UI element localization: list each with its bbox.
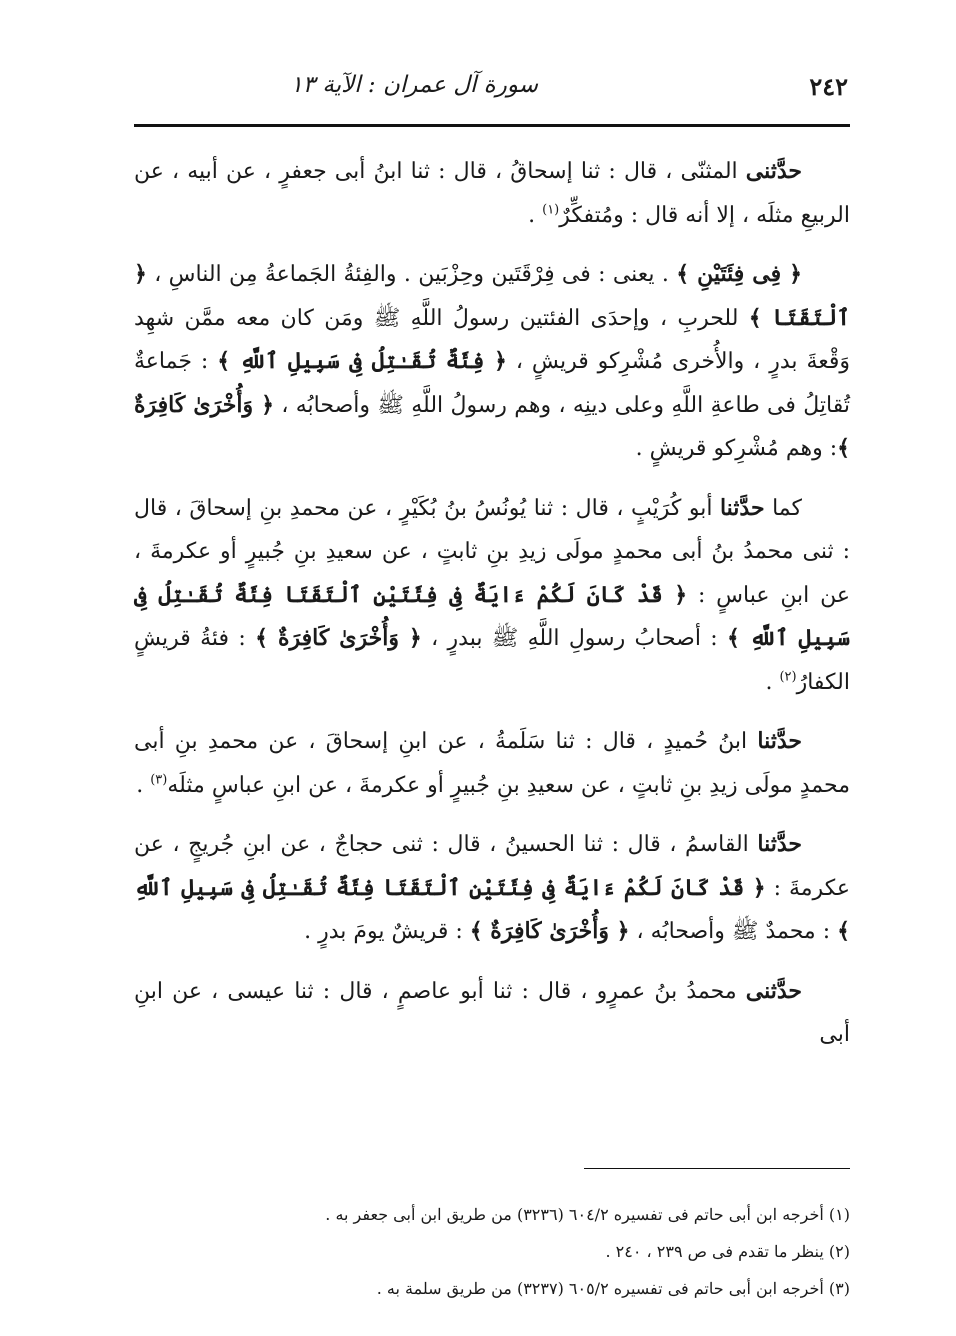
paragraph-text: . يعنى : فى فِرْقَتَين وحِزْبَين . والفِئةُ الجَماعةُ مِن الناسِ ، bbox=[146, 262, 677, 287]
paragraph-tail: . bbox=[528, 202, 543, 228]
paragraph-text: : قريشٌ يومَ بدرٍ . bbox=[304, 919, 470, 944]
footnote-2: (٢) ينظر ما تقدم فى ص ٢٣٩ ، ٢٤٠ . bbox=[605, 1242, 850, 1261]
footnote-3: (٣) أخرجه ابن أبى حاتم فى تفسيره ٦٠٥/٢ (٣٢٣٧) من طريق سلمة به . bbox=[376, 1279, 850, 1298]
paragraph-text: : جَماعةٌ تُقاتِلُ فى طاعةِ اللَّهِ وعلى دينِه ، وهم رسولُ اللَّهِ ﷺ وأصحابُه ، bbox=[134, 349, 850, 418]
narration-lead: حدَّثنى bbox=[745, 977, 802, 1004]
paragraph-3 bbox=[134, 487, 850, 705]
paragraph-tail: . bbox=[765, 669, 780, 695]
quran-quote: ﴿ قَدْ كَانَ لَكُمْ ءَايَةٌ فِى فِئَتَيْنِ ٱلْتَقَتَا فِئَةٌ تُقَـٰتِلُ فِى سَبِيلِ ٱللَّهِ ﴾ bbox=[134, 874, 850, 944]
paragraph-text: : محمدٌ ﷺ وأصحابُه ، bbox=[629, 919, 838, 944]
paragraph-text: للحربِ ، وإحدَى الفئتين رسولُ اللَّهِ ﷺ ومَن كان معه ممَّن شهِد وَقْعةَ بدرٍ ، والأُخرى مُشْرِكو قريشٍ ، bbox=[134, 305, 851, 374]
running-title: سورة آل عمران : الآية ١٣ bbox=[290, 72, 538, 98]
footnote-1: (١) أخرجه ابن أبى حاتم فى تفسيره ٦٠٤/٢ (٣٢٣٦) من طريق ابن أبى جعفر به . bbox=[325, 1205, 850, 1224]
main-text bbox=[134, 150, 850, 1073]
narration-lead: حدَّثنا bbox=[757, 831, 802, 857]
narration-lead: حدَّثنا bbox=[719, 494, 765, 521]
quran-quote: ﴿ وَأُخْرَىٰ كَافِرَةٌ ﴾ bbox=[134, 391, 850, 461]
footnote-ref: (٣) bbox=[150, 772, 168, 788]
paragraph-6 bbox=[134, 970, 850, 1057]
footnote-rule bbox=[584, 1168, 850, 1169]
footnote-ref: (١) bbox=[542, 202, 560, 218]
paragraph-text: المثنّى ، قال : ثنا إسحاقُ ، قال : ثنا ابنُ أبى جعفرٍ ، عن أبيه ، عن الربيعِ مثلَه ، إلا أنه قال : ومُتفكِّرٌ bbox=[134, 159, 850, 228]
footnotes bbox=[134, 1196, 850, 1307]
paragraph-text: : أصحابُ رسولِ اللَّهِ ﷺ ببدرٍ ، bbox=[421, 626, 727, 651]
page-number: ٢٤٢ bbox=[809, 72, 848, 101]
footnote-ref: (٢) bbox=[779, 669, 797, 685]
narration-lead: حدَّثنا bbox=[757, 728, 802, 754]
narration-lead: حدَّثنى bbox=[745, 158, 802, 184]
paragraph-text: : فئةُ قريشٍ الكفارُ bbox=[134, 626, 850, 695]
paragraph-text: القاسمُ ، قال : ثنا الحسينُ ، قال : ثنى حجاجٌ ، عن ابنِ جُريجٍ ، عن عكرمةَ : bbox=[134, 832, 850, 901]
paragraph-2 bbox=[134, 253, 850, 471]
paragraph-text: محمدُ بنُ عمرٍو ، قال : ثنا أبو عاصمٍ ، قال : ثنا عيسى ، عن ابنِ أبى bbox=[134, 978, 850, 1047]
header-rule bbox=[134, 124, 850, 127]
paragraph-text: : وهم مُشْرِكو قريشٍ . bbox=[635, 436, 838, 461]
quran-quote: ﴿ وَأُخْرَىٰ كَافِرَةٌ ﴾ bbox=[469, 918, 630, 944]
quran-quote: ﴿ ٱلْتَقَتَا ﴾ bbox=[134, 261, 850, 331]
paragraph-text: أبو كُرَيْبٍ ، قال : ثنا يُونُسُ بنُ بُكَيْرٍ ، عن محمدِ بنِ إسحاقَ ، قال : ثنى محمدُ بنُ أبى محمدٍ مولَى زيدِ بنِ ثابتٍ ، عن سعيدِ بنِ جُبيرٍ أو عكرمةَ ، عن ابنِ عباسٍ : bbox=[134, 495, 850, 608]
paragraph-text: ابنُ حُميدٍ ، قال : ثنا سَلَمةُ ، عن ابنِ إسحاقَ ، عن محمدِ بنِ أبى محمدٍ مولَى زيدِ بنِ ثابتٍ ، عن سعيدِ بنِ جُبيرٍ أو عكرمةَ ، عن ابنِ عباسٍ مثلَه bbox=[134, 729, 850, 798]
paragraph-4 bbox=[134, 720, 850, 807]
page-header bbox=[134, 70, 848, 110]
paragraph-5 bbox=[134, 823, 850, 954]
quran-quote: ﴿ فِئَةٌ تُقَـٰتِلُ فِى سَبِيلِ ٱللَّهِ ﴾ bbox=[217, 348, 507, 374]
paragraph-tail: . bbox=[136, 772, 151, 798]
quran-quote: ﴿ وَأُخْرَىٰ كَافِرَةٌ ﴾ bbox=[255, 625, 422, 651]
paragraph-text: كما bbox=[764, 495, 802, 521]
paragraph-1 bbox=[134, 150, 850, 237]
quran-quote: ﴿ قَدْ كَانَ لَكُمْ ءَايَةٌ فِى فِئَتَيْنِ ٱلْتَقَتَا فِئَةٌ تُقَـٰتِلُ فِى سَبِيلِ ٱللَّهِ ﴾ bbox=[134, 581, 851, 651]
quran-quote: ﴿ فِى فِئَتَيْنِ ﴾ bbox=[676, 261, 802, 287]
